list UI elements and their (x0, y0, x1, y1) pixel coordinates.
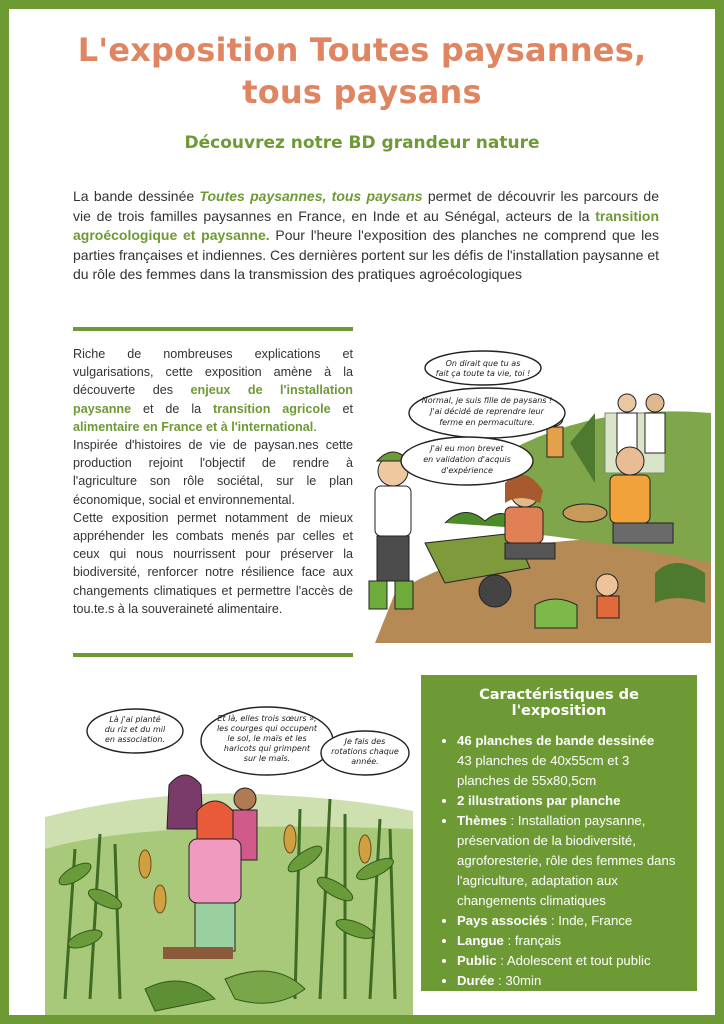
comic2-bubble3-line1: Je fais des (344, 737, 386, 746)
feature-item-planches (457, 731, 683, 791)
feature-item-duree (457, 971, 683, 991)
feature-label: Thèmes (457, 813, 507, 828)
feature-label: 2 illustrations par planche (457, 793, 621, 808)
page-subtitle: Découvrez notre BD grandeur nature (184, 133, 540, 153)
comic1-bubble3-line2: en validation d'acquis (423, 455, 511, 464)
desc-highlight: enjeux de l'installation paysanne (73, 383, 353, 416)
intro-text-3: Pour l'heure l'exposition des planches ne comprend que les parties françaises et indiennes. Ces dernières portent sur les défis de l'installation paysanne et du rôle des femmes dans la transmission des pratiques agroécologiques (73, 227, 659, 283)
desc-text: et de la (131, 401, 214, 416)
comic2-bubble1-line3: en association. (104, 735, 166, 744)
feature-label: Pays associés (457, 913, 548, 928)
feature-text: : Adolescent et tout public (496, 953, 651, 968)
title-line-1: L'exposition Toutes paysannes, (77, 31, 647, 69)
feature-text: : Inde, France (547, 913, 633, 928)
feature-item-illustrations (457, 791, 683, 811)
page-title (29, 29, 695, 113)
desc-highlight: transition agricole (213, 401, 331, 416)
comic1-bubble2-line3: ferme en permaculture. (439, 418, 535, 427)
feature-label: Public (457, 953, 497, 968)
comic2-bubble2-line2: les courges qui occupent (216, 724, 318, 733)
comic1-bubble1-line2: fait ça toute ta vie, toi ! (435, 369, 531, 378)
feature-text: : français (503, 933, 562, 948)
features-list (435, 731, 683, 991)
feature-item-public (457, 951, 683, 971)
comic2-bubble1-line1: Là j'ai planté (109, 715, 161, 724)
comic2-bubble2-line4: haricots qui grimpent (223, 744, 311, 753)
comic-illustration-field (45, 699, 413, 1017)
comic2-bubble2-line3: le sol, le maïs et les (227, 734, 307, 743)
intro-highlight: transition agroécologique et paysanne. (73, 207, 659, 244)
comic1-bubble2-line2: J'ai décidé de reprendre leur (430, 407, 544, 416)
comic1-bubble2-line1: Normal, je suis fille de paysans ! (421, 396, 553, 405)
description-para-2: Inspirée d'histoires de vie de paysan.nes cette production rejoint l'objectif de rendre à l'agriculture son rôle sociétal, sur le plan économique, social et environnemental. (73, 438, 353, 507)
feature-label: Durée (457, 973, 495, 988)
feature-label: Langue (457, 933, 504, 948)
intro-text-2: permet de découvrir les parcours de vie de trois familles paysannes en France, en Inde et au Sénégal, acteurs de la (73, 188, 659, 224)
title-line-2: tous paysans (242, 73, 482, 111)
comic1-bubble3-line1: J'ai eu mon brevet (430, 444, 504, 453)
feature-text: 43 planches de 40x55cm et 3 planches de 55x80,5cm (457, 753, 630, 788)
feature-item-pays (457, 911, 683, 931)
desc-text: et (330, 401, 353, 416)
comic2-bubble3-line3: année. (351, 757, 379, 766)
description-para-3: Cette exposition permet notamment de mieux appréhender les combats menés par celles et ceux qui nous nourrissent pour préserver la biodiversité, renforcer notre résilience face aux changements climatiques et permettre l'accès de tou.te.s à la souveraineté alimentaire. (73, 510, 353, 616)
feature-label: 46 planches de bande dessinée (457, 733, 655, 748)
features-box (421, 675, 697, 991)
feature-item-langue (457, 931, 683, 951)
book-title: Toutes paysannes, tous paysans (199, 188, 423, 204)
feature-item-themes (457, 811, 683, 911)
divider-bottom (73, 653, 353, 657)
comic2-bubble2-line1: Et là, elles trois sœurs », (217, 714, 317, 723)
feature-text: : Installation paysanne, préservation de la biodiversité, agroforesterie, rôle des femmes dans l'agriculture, adaptation aux changements climatiques (457, 813, 676, 908)
desc-text: Riche de nombreuses explications et vulgarisations, cette exposition amène à la découverte des (73, 347, 353, 398)
feature-text: : 30min (494, 973, 542, 988)
comic2-bubble3-line2: rotations chaque (331, 747, 399, 756)
comic2-bubble2-line5: sur le maïs. (243, 754, 291, 763)
description-para-1 (73, 345, 353, 436)
intro-paragraph (73, 187, 659, 285)
comic1-bubble3-line3: d'expérience (441, 466, 493, 475)
divider-top (73, 327, 353, 331)
desc-text: . (313, 419, 317, 434)
intro-text-1: La bande dessinée (73, 188, 200, 204)
comic-illustration-gardening (355, 343, 711, 643)
features-heading: Caractéristiques de l'exposition (479, 687, 639, 719)
comic1-bubble1-line1: On dirait que tu as (445, 359, 521, 368)
description-column (73, 345, 353, 618)
comic2-bubble1-line2: du riz et du mil (104, 725, 166, 734)
desc-highlight: alimentaire en France et à l'international (73, 419, 314, 434)
